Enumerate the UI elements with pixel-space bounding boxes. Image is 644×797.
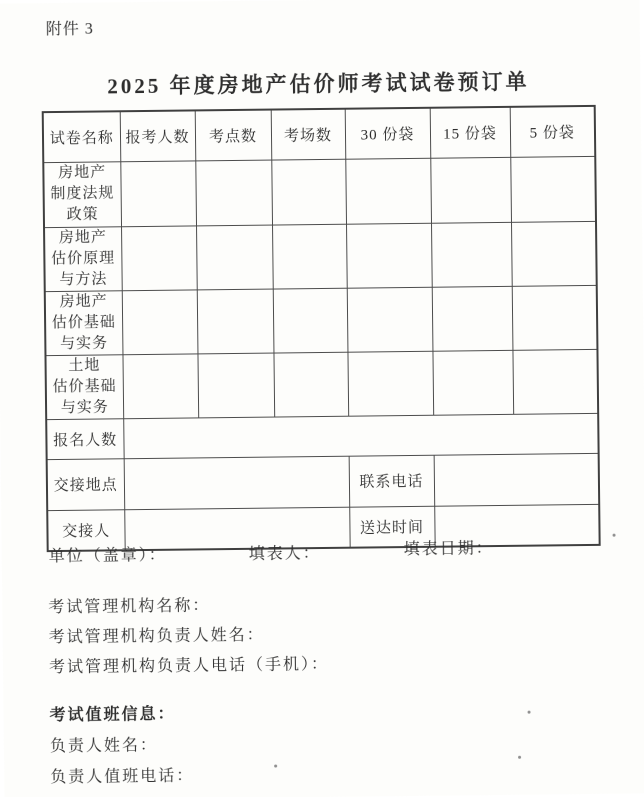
duty-info-heading: 考试值班信息： bbox=[49, 705, 176, 725]
empty-input-cell bbox=[196, 225, 273, 290]
header-paper-name: 试卷名称 bbox=[43, 111, 121, 162]
paper-name-cell: 房地产 制度法规 政策 bbox=[43, 161, 121, 227]
empty-input-cell bbox=[122, 289, 198, 354]
empty-input-cell bbox=[347, 287, 433, 352]
form-title: 2025 年度房地产估价师考试试卷预订单 bbox=[107, 69, 530, 99]
empty-input-cell bbox=[434, 453, 600, 506]
empty-input-cell bbox=[197, 353, 274, 418]
duty-person-name-label: 负责人姓名： bbox=[49, 736, 159, 756]
empty-input-cell bbox=[345, 158, 431, 224]
scan-speck bbox=[613, 534, 616, 537]
empty-input-cell bbox=[432, 286, 513, 351]
empty-input-cell bbox=[346, 223, 432, 288]
table-row bbox=[45, 349, 598, 419]
scan-speck bbox=[518, 756, 521, 759]
paper-order-table bbox=[42, 105, 601, 552]
table-row bbox=[43, 156, 596, 227]
header-room-count: 考场数 bbox=[271, 109, 346, 160]
empty-input-cell bbox=[510, 156, 596, 222]
empty-input-cell bbox=[195, 160, 272, 226]
empty-input-cell bbox=[123, 413, 598, 458]
empty-input-cell bbox=[512, 349, 598, 414]
attachment-label: 附件 3 bbox=[45, 20, 94, 39]
contact-phone-label: 联系电话 bbox=[349, 455, 435, 507]
empty-input-cell bbox=[124, 456, 350, 510]
empty-input-cell bbox=[197, 289, 274, 354]
scan-speck bbox=[274, 765, 277, 768]
empty-input-cell bbox=[512, 285, 598, 350]
form-filler-label: 填表人： bbox=[248, 545, 321, 563]
paper-name-cell: 土地 估价基础 与实务 bbox=[45, 354, 123, 419]
empty-input-cell bbox=[120, 160, 196, 226]
empty-input-cell bbox=[431, 222, 512, 287]
empty-input-cell bbox=[432, 350, 513, 415]
empty-input-cell bbox=[271, 159, 346, 225]
registration-count-row bbox=[46, 413, 598, 459]
org-head-name-label: 考试管理机构负责人姓名： bbox=[48, 626, 265, 647]
empty-input-cell bbox=[273, 352, 348, 417]
table-header-row bbox=[43, 106, 596, 162]
empty-input-cell bbox=[273, 288, 348, 353]
empty-input-cell bbox=[347, 351, 433, 416]
org-head-phone-label: 考试管理机构负责人电话（手机）： bbox=[48, 655, 330, 677]
delivery-time-label: 送达时间 bbox=[349, 506, 434, 548]
empty-input-cell bbox=[511, 221, 597, 286]
handover-person-label: 交接人 bbox=[47, 509, 124, 551]
paper-name-cell: 房地产 估价原理 与方法 bbox=[44, 226, 122, 291]
scan-speck bbox=[528, 711, 531, 714]
empty-input-cell bbox=[272, 224, 347, 289]
registration-count-label: 报名人数 bbox=[46, 418, 123, 459]
header-bag-5: 5 份袋 bbox=[510, 106, 596, 157]
paper-name-cell: 房地产 估价基础 与实务 bbox=[45, 290, 123, 355]
header-applicant-count: 报考人数 bbox=[120, 110, 196, 161]
empty-input-cell bbox=[121, 225, 197, 290]
duty-phone-label: 负责人值班电话： bbox=[50, 767, 195, 787]
header-bag-15: 15 份袋 bbox=[430, 107, 511, 158]
header-site-count: 考点数 bbox=[195, 110, 272, 161]
header-bag-30: 30 份袋 bbox=[345, 108, 431, 159]
org-name-label: 考试管理机构名称： bbox=[48, 597, 211, 617]
table-row bbox=[44, 221, 597, 291]
fill-date-label: 填表日期： bbox=[403, 540, 494, 559]
handover-location-row bbox=[47, 453, 600, 510]
empty-input-cell bbox=[122, 353, 198, 418]
table-row bbox=[45, 285, 598, 355]
empty-input-cell bbox=[430, 157, 511, 223]
unit-seal-label: 单位（盖章）： bbox=[48, 546, 167, 566]
handover-location-label: 交接地点 bbox=[47, 458, 125, 510]
